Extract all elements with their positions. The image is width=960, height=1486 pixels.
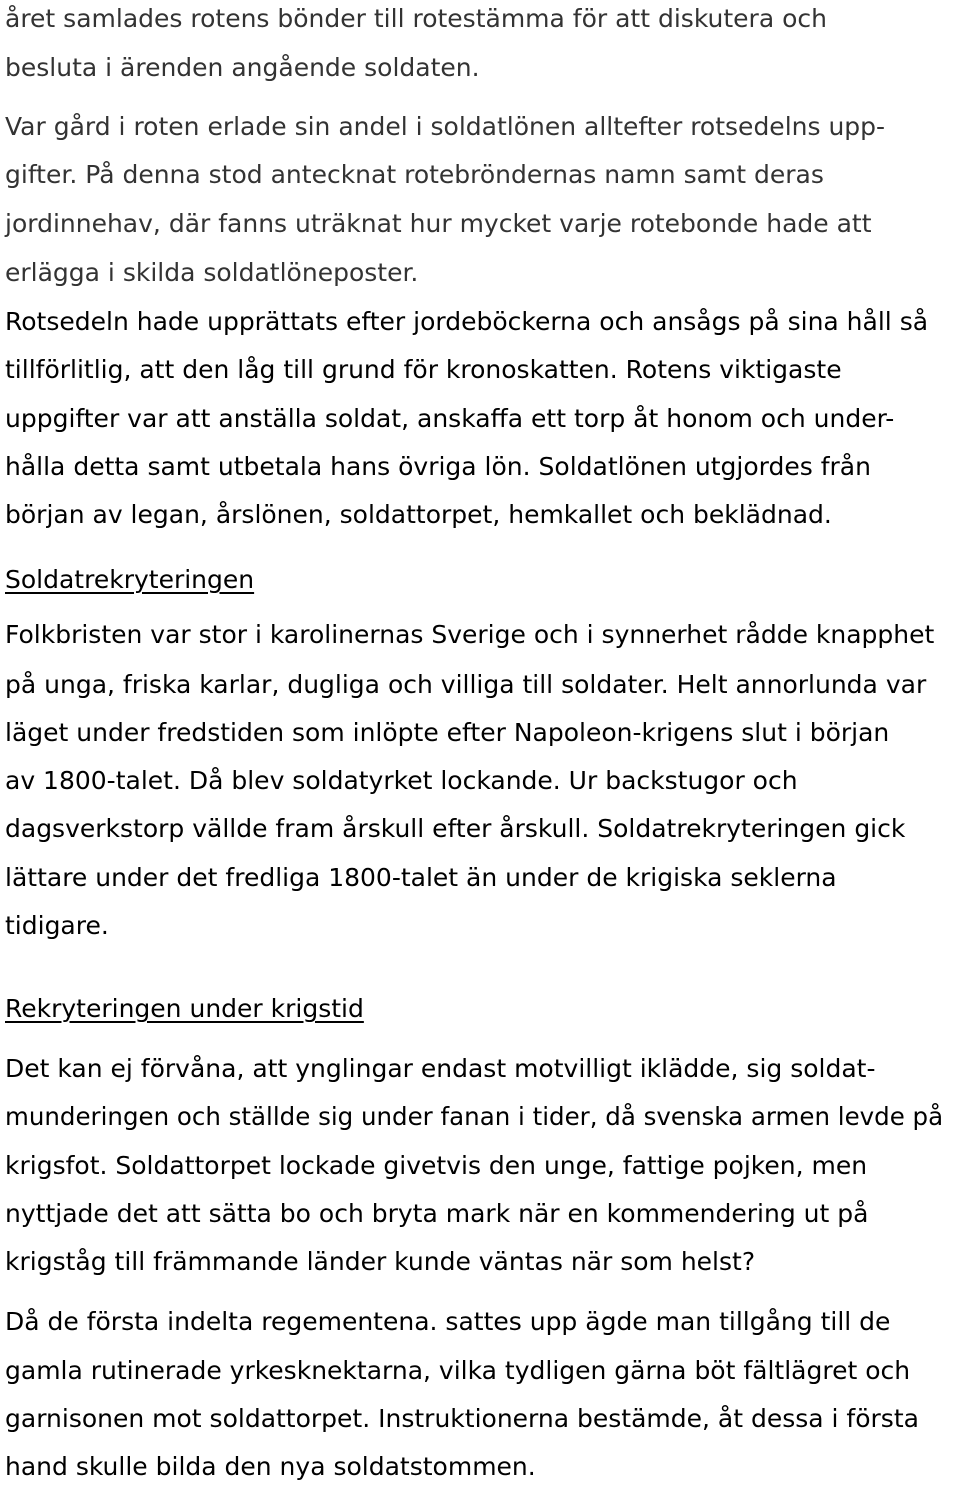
text-line: munderingen och ställde sig under fanan i tider, då svenska armen levde på	[5, 1102, 944, 1131]
text-line: läget under fredstiden som inlöpte efter Napoleon-krigens slut i början	[5, 718, 890, 747]
text-line: jordinnehav, där fanns uträknat hur mycket varje rotebonde hade att	[5, 209, 872, 238]
text-line: krigsfot. Soldattorpet lockade givetvis den unge, fattige pojken, men	[5, 1151, 868, 1180]
text-line: året samlades rotens bönder till rotestämma för att diskutera och	[5, 4, 827, 33]
text-line: hand skulle bilda den nya soldatstommen.	[5, 1452, 536, 1481]
text-line: krigståg till främmande länder kunde väntas när som helst?	[5, 1247, 756, 1276]
text-line: gifter. På denna stod antecknat rotebröndernas namn samt deras	[5, 160, 824, 189]
text-line: tidigare.	[5, 911, 109, 940]
text-line: Rotsedeln hade upprättats efter jordeböckerna och ansågs på sina håll så	[5, 307, 929, 336]
text-line: tillförlitlig, att den låg till grund för kronoskatten. Rotens viktigaste	[5, 355, 842, 384]
text-line: nyttjade det att sätta bo och bryta mark när en kommendering ut på	[5, 1199, 869, 1228]
text-line: på unga, friska karlar, dugliga och villiga till soldater. Helt annorlunda var	[5, 670, 927, 699]
text-line: uppgifter var att anställa soldat, anskaffa ett torp åt honom och under-	[5, 404, 895, 433]
text-line: Var gård i roten erlade sin andel i soldatlönen alltefter rotsedelns upp-	[5, 112, 886, 141]
text-line: lättare under det fredliga 1800-talet än under de krigiska seklerna	[5, 863, 837, 892]
text-line: dagsverkstorp vällde fram årskull efter årskull. Soldatrekryteringen gick	[5, 814, 906, 843]
text-line: garnisonen mot soldattorpet. Instruktionerna bestämde, åt dessa i första	[5, 1404, 919, 1433]
section-heading: Soldatrekryteringen	[5, 565, 255, 594]
text-line: början av legan, årslönen, soldattorpet, hemkallet och beklädnad.	[5, 500, 832, 529]
text-line: erlägga i skilda soldatlöneposter.	[5, 258, 419, 287]
text-line: av 1800-talet. Då blev soldatyrket lockande. Ur backstugor och	[5, 766, 798, 795]
text-line: hålla detta samt utbetala hans övriga lön. Soldatlönen utgjordes från	[5, 452, 871, 481]
text-line: Det kan ej förvåna, att ynglingar endast motvilligt iklädde, sig soldat-	[5, 1054, 876, 1083]
text-line: Folkbristen var stor i karolinernas Sverige och i synnerhet rådde knapphet	[5, 620, 935, 649]
text-line: besluta i ärenden angående soldaten.	[5, 53, 480, 82]
section-heading: Rekryteringen under krigstid	[5, 994, 364, 1023]
text-line: gamla rutinerade yrkesknektarna, vilka tydligen gärna böt fältlägret och	[5, 1356, 911, 1385]
text-line: Då de första indelta regementena. sattes upp ägde man tillgång till de	[5, 1307, 891, 1336]
